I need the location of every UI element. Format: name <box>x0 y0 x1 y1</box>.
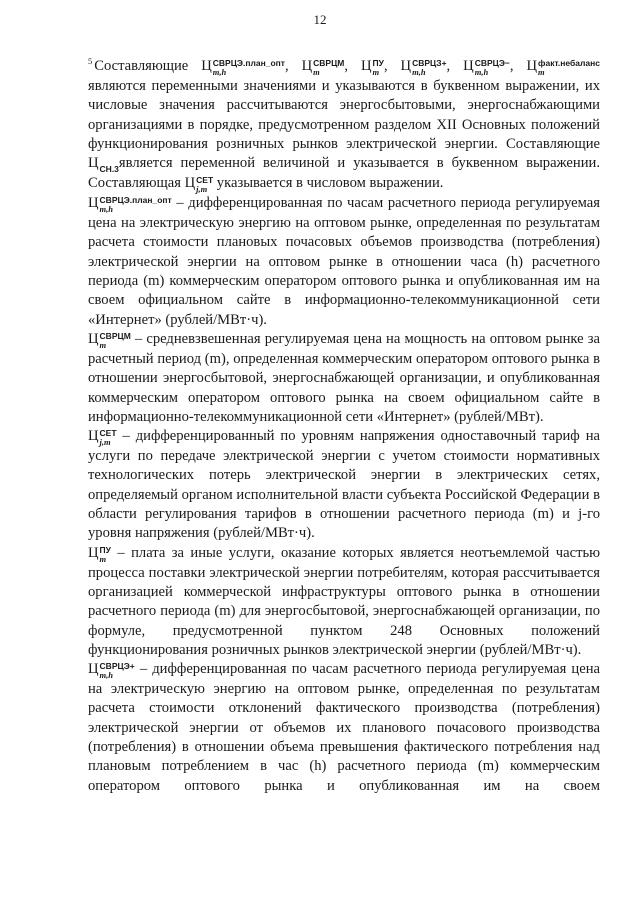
definition-plan-opt <box>88 194 600 330</box>
page-number: 12 <box>313 12 327 27</box>
components-lead: Составляющие <box>94 58 189 74</box>
definition-set <box>88 427 600 543</box>
definition-plan-opt-text: – дифференцированная по часам расчетного периода регулируемая цена на электрическую энергию на оптовом рынке, определенная по результатам расчета стоимости плановых почасовых объемов производства (потребления) электрической энергии на оптовом рынке в отношении часа (h) расчетного периода (m) коммерческим оператором оптового рынка и опубликованная им на своем официальном сайте в информационно-телекоммуникационной сети «Интернет» (рублей/МВт·ч). <box>88 195 600 328</box>
symbol-c-svrcz-plus: Ц СВРЦЗ+ m,h <box>400 58 447 77</box>
definition-set-text: – дифференцированный по уровням напряжения одноставочный тариф на услуги по передаче электрической энергии с учетом стоимости нормативных технологических потерь электрической энергии в электрических сетях, определяемый органом исполнительной власти субъекта Российской Федерации в области регулирования тарифов в отношении расчетного периода (m) и j-го уровня напряжения (рублей/МВт·ч). <box>88 428 600 542</box>
symbol-c-set-def: Ц СЕТ j,m <box>88 428 117 448</box>
document-body <box>88 52 600 796</box>
symbol-c-fakt: Ц факт.небаланс m <box>526 58 600 77</box>
symbol-c-svrce-plus-def: Ц СВРЦЭ+ m,h <box>88 661 135 681</box>
symbol-c-sn3: Ц СН.3 <box>88 155 119 175</box>
definition-svrcm-text: – средневзвешенная регулируемая цена на мощность на оптовом рынке за расчетный период (m), определенная коммерческим оператором оптового рынка в отношении энергосбытовой, энергоснабжающей организации, и опубликованная коммерческим оператором оптового рынка на своем официальном сайте в информационно-телекоммуникационной сети «Интернет» (рублей/МВт). <box>88 330 600 425</box>
symbol-c-plan-opt: Ц СВРЦЭ.план_опт m,h <box>201 58 285 77</box>
definition-svrcm <box>88 330 600 427</box>
definition-pu-text: – плата за иные услуги, оказание которых является неотъемлемой частью процесса поставки электрической энергии потребителям, которая рассчитывается организацией коммерческой инфраструктуры оптового рынка в отношении расчетного периода (m) для энергосбытовой, энергоснабжающей организации, по формуле, предусмотренной пунктом 248 Основных положений функционирования розничных рынков электрической энергии (рублей/МВт·ч). <box>88 544 601 658</box>
symbol-c-pu: Ц ПУ m <box>360 58 384 77</box>
definition-svrce-plus <box>88 660 600 796</box>
components-text: являются переменными значениями и указываются в буквенном выражении, их числовые значения рассчитываются энергосбытовыми, энергоснабжающими организациями в порядке, предусмотренном разделом XII Основных положений функционирования розничных рынков электрической энергии. Составляющие <box>88 78 600 152</box>
symbol-c-svrcz-minus: Ц СВРЦЭ− m,h <box>463 58 510 77</box>
symbol-c-set-inline: Ц СЕТ j,m <box>184 175 214 195</box>
symbol-c-plan-opt-def: Ц СВРЦЭ.план_опт m,h <box>88 195 172 215</box>
symbol-c-svrcm-def: Ц СВРЦМ m <box>88 330 131 350</box>
definition-pu <box>88 544 600 660</box>
symbol-c-pu-def: Ц ПУ m <box>88 544 111 564</box>
components-text-2: является переменной величиной и указывается в буквенном выражении. Составляющая <box>88 155 600 192</box>
footnote-marker: 5 <box>88 56 93 66</box>
definition-svrce-plus-text: – дифференцированная по часам расчетного периода регулируемая цена на электрическую энергию на оптовом рынке, определенная по результатам расчета стоимости отклонений фактического производства (потребления) электрической энергии от объемов их планового почасового производства (потребления) в отношении объема превышения фактического потребления над плановым потреблением в час (h) расчетного периода (m) коммерческим оператором оптового рынка и опубликованная им на своем <box>88 661 600 794</box>
paragraph-components: $^5$ Составляющие Ц СВРЦЭ.план_опт m,h , Ц СВРЦМ m , Ц ПУ m , Ц СВРЦЗ+ m,h , Ц СВРЦЭ− m,h , Ц факт.небаланс m являются переменными значениями и указываются в буквенном выражении, их числовые значения рассчитываются энергосбытовыми, энергоснабжающими организациями в порядке, предусмотренном разделом XII Основных положений функционирования розничных рынков электрической энергии. Составляющие Ц СН.3 является переменной величиной и указывается в буквенном выражении. Составляющая Ц СЕТ j,m указывается в числовом выражении. <box>88 56 600 195</box>
components-text-3: указывается в числовом выражении. <box>216 175 444 192</box>
symbol-c-svrcm: Ц СВРЦМ m <box>301 58 345 77</box>
